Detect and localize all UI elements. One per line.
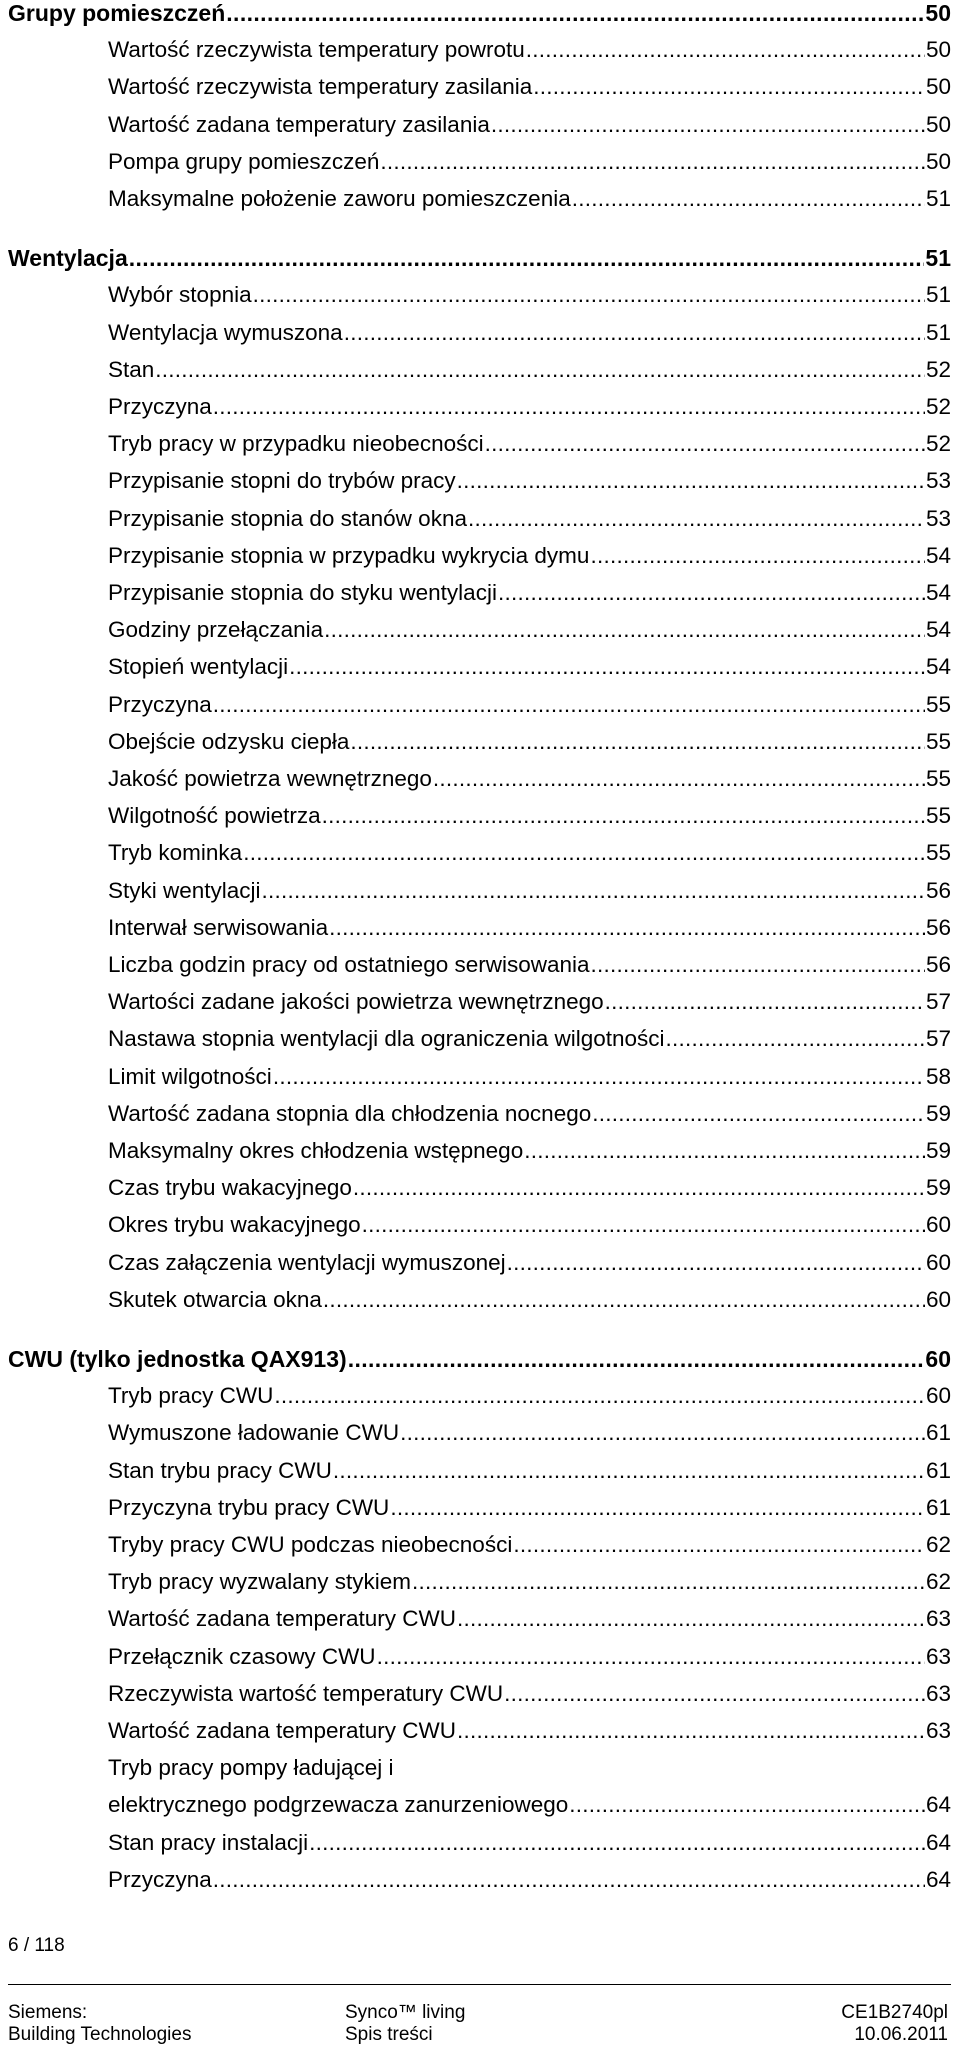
toc-page-number: 54 bbox=[925, 654, 951, 680]
toc-page-number: 60 bbox=[925, 1286, 951, 1312]
toc-page-number: 63 bbox=[925, 1643, 951, 1669]
toc-title: Jakość powietrza wewnętrznego bbox=[108, 766, 432, 791]
toc-title: Wilgotność powietrza bbox=[108, 803, 321, 829]
dot-leader bbox=[491, 112, 925, 138]
toc-entry[interactable] bbox=[108, 468, 951, 502]
footer-product: Synco™ living bbox=[345, 2002, 466, 2023]
toc-title: Przyczyna bbox=[108, 394, 212, 419]
dot-leader bbox=[213, 1867, 925, 1893]
toc-entry[interactable] bbox=[108, 878, 951, 912]
dot-leader bbox=[253, 282, 925, 308]
toc-title: Tryb pracy w przypadku nieobecności bbox=[108, 431, 484, 457]
toc-page-number: 60 bbox=[925, 1383, 951, 1409]
toc-entry[interactable] bbox=[108, 1458, 951, 1492]
toc-entry[interactable] bbox=[108, 1026, 951, 1060]
footer-divider bbox=[8, 1984, 951, 1985]
toc-page-number: 60 bbox=[925, 1346, 951, 1372]
toc-entry[interactable] bbox=[108, 654, 951, 688]
toc-page-number: 63 bbox=[925, 1606, 951, 1632]
toc-page-number: 54 bbox=[925, 617, 951, 643]
dot-leader bbox=[129, 245, 925, 272]
toc-entry[interactable] bbox=[108, 617, 951, 651]
toc-title: Maksymalny okres chłodzenia wstępnego bbox=[108, 1138, 524, 1163]
toc-page-number: 50 bbox=[925, 0, 951, 26]
toc-page-number: 51 bbox=[925, 245, 951, 272]
toc-title: Przypisanie stopnia do styku wentylacji bbox=[108, 580, 497, 605]
toc-section[interactable] bbox=[8, 1346, 951, 1380]
toc-title: Wartość rzeczywista temperatury powrotu bbox=[108, 37, 525, 63]
toc-title: Przypisanie stopni do trybów pracy bbox=[108, 468, 456, 494]
toc-page-number: 56 bbox=[925, 914, 951, 940]
toc-entry[interactable] bbox=[108, 803, 951, 837]
dot-leader bbox=[569, 1792, 925, 1818]
footer-company: Siemens: bbox=[8, 2002, 88, 2023]
dot-leader bbox=[468, 506, 925, 532]
dot-leader bbox=[333, 1458, 925, 1484]
toc-title: Obejście odzysku ciepła bbox=[108, 728, 350, 754]
toc-page-number: 55 bbox=[925, 840, 951, 866]
toc-entry[interactable] bbox=[108, 915, 951, 949]
toc-entry[interactable] bbox=[108, 1250, 951, 1284]
toc-title: Wartość zadana temperatury zasilania bbox=[108, 111, 490, 137]
toc-page-number: 50 bbox=[925, 37, 951, 63]
dot-leader bbox=[592, 1101, 925, 1127]
dot-leader bbox=[524, 1138, 925, 1164]
dot-leader bbox=[666, 1026, 925, 1052]
toc-section[interactable] bbox=[8, 0, 951, 34]
toc-entry[interactable] bbox=[108, 1287, 951, 1321]
toc-entry[interactable] bbox=[108, 989, 951, 1023]
toc-entry[interactable] bbox=[108, 431, 951, 465]
toc-title: Przyczyna bbox=[108, 691, 212, 717]
toc-page-number: 61 bbox=[925, 1457, 951, 1483]
toc-entry[interactable] bbox=[108, 1830, 951, 1864]
dot-leader bbox=[226, 0, 924, 27]
toc-title: Liczba godzin pracy od ostatniego serwisowania bbox=[108, 952, 590, 977]
toc-title: Tryby pracy CWU podczas nieobecności bbox=[108, 1532, 513, 1557]
toc-entry[interactable] bbox=[108, 1101, 951, 1135]
dot-leader bbox=[353, 1175, 925, 1201]
dot-leader bbox=[350, 729, 925, 755]
toc-page-number: 59 bbox=[925, 1100, 951, 1126]
toc-entry[interactable] bbox=[108, 729, 951, 763]
toc-entry[interactable] bbox=[108, 112, 951, 146]
dot-leader bbox=[605, 989, 925, 1015]
dot-leader bbox=[380, 149, 925, 175]
dot-leader bbox=[457, 468, 925, 494]
toc-entry[interactable] bbox=[108, 149, 951, 183]
toc-page-number: 52 bbox=[925, 431, 951, 457]
toc-title: Wymuszone ładowanie CWU bbox=[108, 1420, 400, 1446]
toc-title: Przyczyna bbox=[108, 1866, 212, 1892]
toc-entry[interactable] bbox=[108, 1532, 951, 1566]
toc-entry[interactable] bbox=[108, 37, 951, 71]
dot-leader bbox=[243, 840, 925, 866]
toc-title: Przyczyna trybu pracy CWU bbox=[108, 1494, 390, 1520]
toc-title: Tryb pracy wyzwalany stykiem bbox=[108, 1569, 411, 1595]
toc-title: Wartość zadana temperatury CWU bbox=[108, 1718, 457, 1743]
dot-leader bbox=[507, 1250, 925, 1276]
toc-title: Stan bbox=[108, 356, 155, 382]
toc-entry[interactable] bbox=[108, 74, 951, 108]
dot-leader bbox=[329, 915, 925, 941]
toc-entry[interactable] bbox=[108, 1383, 951, 1417]
toc-title: Interwał serwisowania bbox=[108, 914, 329, 940]
toc-page-number: 50 bbox=[925, 148, 951, 174]
toc-entry[interactable] bbox=[108, 394, 951, 428]
dot-leader bbox=[362, 1212, 925, 1238]
dot-leader bbox=[348, 1346, 925, 1373]
toc-entry[interactable] bbox=[108, 1606, 951, 1640]
toc-title: Rzeczywista wartość temperatury CWU bbox=[108, 1680, 504, 1706]
dot-leader bbox=[433, 766, 925, 792]
toc-page-number: 62 bbox=[925, 1532, 951, 1557]
toc-title: Tryb pracy CWU bbox=[108, 1383, 274, 1409]
dot-leader bbox=[344, 320, 925, 346]
toc-entry[interactable] bbox=[108, 320, 951, 354]
toc-title: Przypisanie stopnia do stanów okna bbox=[108, 505, 467, 531]
footer-date: 10.06.2011 bbox=[854, 2024, 948, 2045]
toc-page-number: 62 bbox=[925, 1569, 951, 1595]
toc-title: Wartość zadana stopnia dla chłodzenia nocnego bbox=[108, 1100, 592, 1126]
toc-entry[interactable] bbox=[108, 186, 951, 220]
dot-leader bbox=[498, 580, 925, 606]
dot-leader bbox=[533, 74, 925, 100]
toc-title: Okres trybu wakacyjnego bbox=[108, 1212, 361, 1238]
toc-title: CWU (tylko jednostka QAX913) bbox=[8, 1346, 347, 1372]
toc-page-number: 51 bbox=[925, 282, 951, 308]
toc-page-number: 61 bbox=[925, 1494, 951, 1520]
toc-entry[interactable] bbox=[108, 1792, 951, 1826]
toc-title: Limit wilgotności bbox=[108, 1063, 272, 1089]
dot-leader bbox=[590, 543, 925, 569]
toc-page-number: 64 bbox=[925, 1866, 951, 1892]
toc-entry[interactable] bbox=[108, 1867, 951, 1901]
page-number: 6 / 118 bbox=[8, 1935, 65, 1956]
toc-title: Wentylacja bbox=[8, 245, 128, 272]
toc-page-number: 63 bbox=[925, 1680, 951, 1706]
footer-chapter: Spis treści bbox=[345, 2024, 433, 2045]
toc-page-number: 58 bbox=[925, 1063, 951, 1089]
dot-leader bbox=[485, 431, 925, 457]
toc-page-number: 57 bbox=[925, 1026, 951, 1052]
toc-page-number: 56 bbox=[925, 877, 951, 903]
dot-leader bbox=[377, 1644, 925, 1670]
dot-leader bbox=[526, 37, 925, 63]
dot-leader bbox=[572, 186, 925, 212]
dot-leader bbox=[213, 394, 925, 420]
dot-leader bbox=[591, 952, 925, 978]
dot-leader bbox=[323, 1287, 925, 1313]
dot-leader bbox=[273, 1064, 925, 1090]
toc-page-number: 55 bbox=[925, 766, 951, 791]
toc-entry[interactable] bbox=[108, 1681, 951, 1715]
toc-title: Stopień wentylacji bbox=[108, 654, 289, 680]
toc-page-number: 64 bbox=[925, 1792, 951, 1818]
toc-entry[interactable] bbox=[108, 840, 951, 874]
dot-leader bbox=[213, 692, 925, 718]
toc-page-number: 50 bbox=[925, 74, 951, 100]
toc-page-number: 64 bbox=[925, 1829, 951, 1855]
toc-page-number: 53 bbox=[925, 505, 951, 531]
dot-leader bbox=[504, 1681, 925, 1707]
toc-title: Tryb kominka bbox=[108, 840, 243, 866]
toc-title: Wentylacja wymuszona bbox=[108, 319, 343, 345]
dot-leader bbox=[390, 1495, 925, 1521]
toc-title: Nastawa stopnia wentylacji dla ograniczenia wilgotności bbox=[108, 1026, 665, 1052]
toc-title: Stan pracy instalacji bbox=[108, 1829, 309, 1855]
toc-entry[interactable] bbox=[108, 1138, 951, 1172]
toc-page-number: 59 bbox=[925, 1175, 951, 1201]
toc-title: elektrycznego podgrzewacza zanurzeniowego bbox=[108, 1792, 569, 1818]
toc-page-number: 54 bbox=[925, 542, 951, 568]
dot-leader bbox=[309, 1830, 925, 1856]
dot-leader bbox=[289, 654, 925, 680]
dot-leader bbox=[322, 803, 925, 829]
footer-doc-id: CE1B2740pl bbox=[841, 2002, 948, 2023]
toc-page-number: 56 bbox=[925, 952, 951, 977]
dot-leader bbox=[513, 1532, 925, 1558]
dot-leader bbox=[324, 617, 925, 643]
toc-title: Wartość rzeczywista temperatury zasilania bbox=[108, 74, 533, 100]
toc-entry[interactable] bbox=[108, 952, 951, 986]
dot-leader bbox=[400, 1420, 925, 1446]
toc-entry[interactable] bbox=[108, 1718, 951, 1752]
toc-page-number: 60 bbox=[925, 1212, 951, 1238]
dot-leader bbox=[274, 1383, 925, 1409]
toc-entry[interactable] bbox=[108, 282, 951, 316]
toc-section[interactable] bbox=[8, 245, 951, 279]
toc-entry[interactable] bbox=[108, 1212, 951, 1246]
toc-title: Maksymalne położenie zaworu pomieszczenia bbox=[108, 186, 571, 211]
toc-title: Przełącznik czasowy CWU bbox=[108, 1643, 376, 1669]
toc-page-number: 51 bbox=[925, 186, 951, 211]
dot-leader bbox=[412, 1569, 925, 1595]
toc-title: Wartości zadane jakości powietrza wewnętrznego bbox=[108, 989, 604, 1015]
toc-entry[interactable] bbox=[108, 1420, 951, 1454]
toc-page-number: 53 bbox=[925, 468, 951, 494]
toc-entry[interactable] bbox=[108, 357, 951, 391]
toc-title: Wartość zadana temperatury CWU bbox=[108, 1606, 457, 1632]
dot-leader bbox=[155, 357, 925, 383]
toc-page-number: 50 bbox=[925, 111, 951, 137]
toc-entry-line: Tryb pracy pompy ładującej i bbox=[108, 1755, 394, 1781]
toc-title: Styki wentylacji bbox=[108, 877, 261, 903]
footer-division: Building Technologies bbox=[8, 2024, 192, 2045]
toc-title: Czas trybu wakacyjnego bbox=[108, 1175, 352, 1201]
toc-entry[interactable] bbox=[108, 580, 951, 614]
dot-leader bbox=[262, 878, 925, 904]
toc-title: Pompa grupy pomieszczeń bbox=[108, 148, 380, 174]
toc-title: Stan trybu pracy CWU bbox=[108, 1457, 332, 1483]
toc-entry[interactable] bbox=[108, 1064, 951, 1098]
toc-page-number: 51 bbox=[925, 319, 951, 345]
toc-title: Wybór stopnia bbox=[108, 282, 252, 308]
toc-page-number: 55 bbox=[925, 728, 951, 754]
toc-page-number: 60 bbox=[925, 1249, 951, 1275]
toc-title: Godziny przełączania bbox=[108, 617, 324, 643]
dot-leader bbox=[457, 1718, 925, 1744]
toc-title: Czas załączenia wentylacji wymuszonej bbox=[108, 1249, 506, 1275]
toc-page-number: 57 bbox=[925, 989, 951, 1015]
toc-page-number: 59 bbox=[925, 1138, 951, 1163]
toc-title: Przypisanie stopnia w przypadku wykrycia dymu bbox=[108, 542, 590, 568]
toc-entry[interactable] bbox=[108, 692, 951, 726]
toc-page-number: 55 bbox=[925, 803, 951, 829]
toc-entry[interactable] bbox=[108, 766, 951, 800]
toc-title: Grupy pomieszczeń bbox=[8, 0, 226, 26]
toc-page-number: 55 bbox=[925, 691, 951, 717]
toc-page-number: 63 bbox=[925, 1718, 951, 1743]
toc-entry[interactable] bbox=[108, 1495, 951, 1529]
toc-entry[interactable] bbox=[108, 543, 951, 577]
toc-page-number: 54 bbox=[925, 580, 951, 605]
toc-entry[interactable] bbox=[108, 1644, 951, 1678]
toc-entry[interactable] bbox=[108, 506, 951, 540]
toc-title: Skutek otwarcia okna bbox=[108, 1286, 322, 1312]
toc-entry[interactable] bbox=[108, 1175, 951, 1209]
toc-entry[interactable] bbox=[108, 1569, 951, 1603]
toc-page-number: 52 bbox=[925, 394, 951, 419]
dot-leader bbox=[457, 1606, 925, 1632]
toc-page-number: 61 bbox=[925, 1420, 951, 1446]
toc-page-number: 52 bbox=[925, 356, 951, 382]
